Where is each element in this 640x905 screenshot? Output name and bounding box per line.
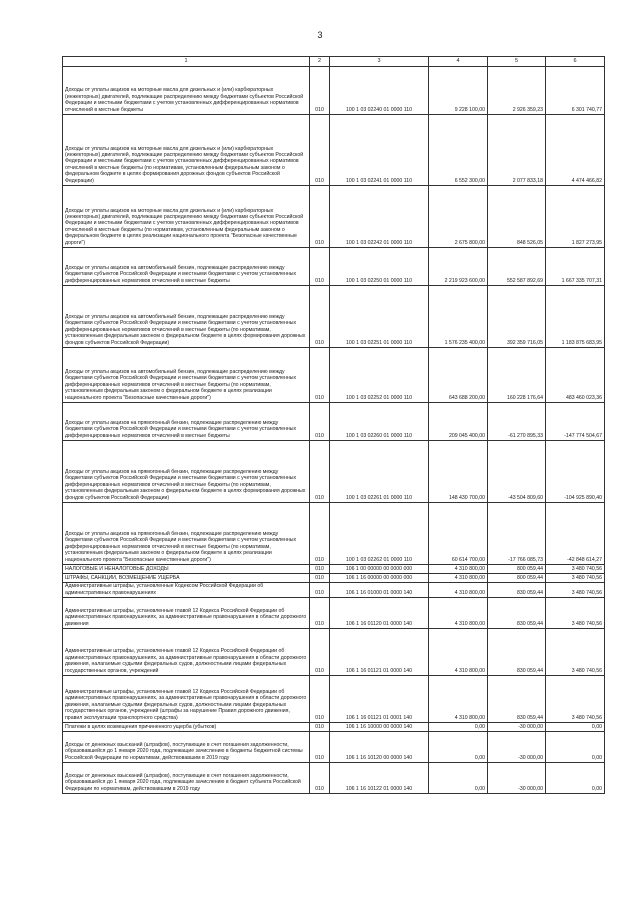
row-budget-code: 100 1 03 02242 01 0000 110 xyxy=(330,186,429,248)
row-description: Доходы от денежных взысканий (штрафов), поступающие в счет погашения задолженности, образовавшейся до 1 января 2020 года, подлежащие зачислению в бюджет субъекта Российской Федерации по нормативам, действовавшим в 2019 году xyxy=(63,763,310,794)
row-value-remaining: 3 480 740,56 xyxy=(546,676,605,723)
row-value-remaining: -104 925 890,40 xyxy=(546,441,605,503)
row-value-approved: 148 430 700,00 xyxy=(429,441,488,503)
row-value-executed: 830 059,44 xyxy=(488,598,546,629)
row-value-remaining: 0,00 xyxy=(546,723,605,732)
row-description: Платежи в целях возмещения причиненного ущерба (убытков) xyxy=(63,723,310,732)
row-value-executed: 392 359 716,05 xyxy=(488,286,546,348)
row-value-approved: 4 310 800,00 xyxy=(429,565,488,574)
table-row xyxy=(63,67,605,115)
row-value-remaining: 3 480 740,56 xyxy=(546,574,605,583)
table-row xyxy=(63,403,605,441)
row-description: Административные штрафы, установленные главой 12 Кодекса Российской Федерации об административных правонарушениях, за административные правонарушения в области дорожного движения, налагаемые судьями федеральных судов, должностными лицами федеральных государственных органов, учреждений (штрафы за нарушение Правил дорожного движения, правил эксплуатации транспортного средства) xyxy=(63,676,310,723)
row-value-approved: 6 552 300,00 xyxy=(429,115,488,186)
row-value-approved: 0,00 xyxy=(429,723,488,732)
row-description: Доходы от уплаты акцизов на автомобильный бензин, подлежащие распределению между бюджетами субъектов Российской Федерации и местными бюджетами с учетом установленных дифференцированных нормативов отчислений в местные бюджеты (по нормативам, установленным федеральным законом о федеральном бюджете в целях реализации национального проекта "Безопасные качественные дороги") xyxy=(63,348,310,403)
row-budget-code: 100 1 03 02240 01 0000 110 xyxy=(330,67,429,115)
column-header: 1 xyxy=(63,57,310,67)
row-budget-code: 100 1 03 02260 01 0000 110 xyxy=(330,403,429,441)
column-header: 4 xyxy=(429,57,488,67)
row-description: Административные штрафы, установленные Кодексом Российской Федерации об административных правонарушениях xyxy=(63,583,310,598)
row-budget-code: 106 1 16 01121 01 0001 140 xyxy=(330,676,429,723)
table-row xyxy=(63,503,605,565)
row-code: 010 xyxy=(310,583,330,598)
row-value-approved: 643 688 200,00 xyxy=(429,348,488,403)
row-value-executed: -30 000,00 xyxy=(488,763,546,794)
row-value-approved: 209 045 400,00 xyxy=(429,403,488,441)
row-value-executed: 848 526,05 xyxy=(488,186,546,248)
row-code: 010 xyxy=(310,115,330,186)
row-budget-code: 106 1 16 10120 00 0000 140 xyxy=(330,732,429,763)
table-row xyxy=(63,629,605,676)
row-value-executed: 830 059,44 xyxy=(488,629,546,676)
row-budget-code: 106 1 16 01121 01 0000 140 xyxy=(330,629,429,676)
row-value-approved: 0,00 xyxy=(429,732,488,763)
row-code: 010 xyxy=(310,67,330,115)
row-value-executed: 800 059,44 xyxy=(488,565,546,574)
row-value-executed: -43 504 809,60 xyxy=(488,441,546,503)
row-value-remaining: -147 774 504,67 xyxy=(546,403,605,441)
row-code: 010 xyxy=(310,676,330,723)
table-row xyxy=(63,186,605,248)
row-budget-code: 100 1 03 02251 01 0000 110 xyxy=(330,286,429,348)
row-description: Доходы от уплаты акцизов на прямогонный бензин, подлежащие распределению между бюджетами субъектов Российской Федерации и местными бюджетами с учетом установленных дифференцированных нормативов отчислений в местные бюджеты (по нормативам, установленным федеральным законом о федеральном бюджете в целях формирования дорожных фондов субъектов Российской Федерации) xyxy=(63,441,310,503)
row-value-executed: -30 000,00 xyxy=(488,723,546,732)
table-row xyxy=(63,583,605,598)
row-value-approved: 2 675 800,00 xyxy=(429,186,488,248)
row-value-executed: 552 587 892,69 xyxy=(488,248,546,286)
row-value-approved: 4 310 800,00 xyxy=(429,629,488,676)
row-budget-code: 100 1 03 02262 01 0000 110 xyxy=(330,503,429,565)
column-header: 5 xyxy=(488,57,546,67)
row-value-approved: 9 228 100,00 xyxy=(429,67,488,115)
row-value-executed: -17 766 085,73 xyxy=(488,503,546,565)
row-description: Доходы от уплаты акцизов на автомобильный бензин, подлежащие распределению между бюджетами субъектов Российской Федерации и местными бюджетами с учетом установленных дифференцированных нормативов отчислений в местные бюджеты (по нормативам, установленным федеральным законом о федеральном бюджете в целях формирования дорожных фондов субъектов Российской Федерации) xyxy=(63,286,310,348)
row-description: Доходы от денежных взысканий (штрафов), поступающие в счет погашения задолженности, образовавшейся до 1 января 2020 года, подлежащие зачислению в бюджеты бюджетной системы Российской Федерации по нормативам, действовавшим в 2019 году xyxy=(63,732,310,763)
row-value-remaining: 1 827 273,95 xyxy=(546,186,605,248)
row-value-remaining: 3 480 740,56 xyxy=(546,565,605,574)
row-value-remaining: 4 474 466,82 xyxy=(546,115,605,186)
row-code: 010 xyxy=(310,574,330,583)
row-code: 010 xyxy=(310,248,330,286)
row-budget-code: 100 1 03 02241 01 0000 110 xyxy=(330,115,429,186)
table-row xyxy=(63,723,605,732)
table-row xyxy=(63,574,605,583)
row-budget-code: 106 1 16 01120 01 0000 140 xyxy=(330,598,429,629)
row-budget-code: 100 1 03 02252 01 0000 110 xyxy=(330,348,429,403)
row-code: 010 xyxy=(310,565,330,574)
row-value-approved: 4 310 800,00 xyxy=(429,598,488,629)
table-row xyxy=(63,676,605,723)
row-value-remaining: 1 667 335 707,31 xyxy=(546,248,605,286)
row-value-remaining: 6 301 740,77 xyxy=(546,67,605,115)
row-code: 010 xyxy=(310,403,330,441)
row-budget-code: 106 1 16 01000 01 0000 140 xyxy=(330,583,429,598)
row-code: 010 xyxy=(310,763,330,794)
row-value-approved: 4 310 800,00 xyxy=(429,583,488,598)
row-description: Доходы от уплаты акцизов на моторные масла для дизельных и (или) карбюраторных (инжекторных) двигателей, подлежащие распределению между бюджетами субъектов Российской Федерации и местными бюджетами с учетом установленных дифференцированных нормативов отчислений в местные бюджеты (по нормативам, установленным федеральным законом о федеральном бюджете в целях формирования дорожных фондов субъектов Российской Федерации) xyxy=(63,115,310,186)
row-description: Доходы от уплаты акцизов на моторные масла для дизельных и (или) карбюраторных (инжекторных) двигателей, подлежащие распределению между бюджетами субъектов Российской Федерации и местными бюджетами с учетом установленных дифференцированных нормативов отчислений в местные бюджеты xyxy=(63,67,310,115)
table-row xyxy=(63,286,605,348)
row-code: 010 xyxy=(310,598,330,629)
row-value-approved: 4 310 800,00 xyxy=(429,676,488,723)
table-header-row xyxy=(63,57,605,67)
row-value-approved: 0,00 xyxy=(429,763,488,794)
row-code: 010 xyxy=(310,286,330,348)
row-description: Доходы от уплаты акцизов на прямогонный бензин, подлежащие распределению между бюджетами субъектов Российской Федерации и местными бюджетами с учетом установленных дифференцированных нормативов отчислений в местные бюджеты (по нормативам, установленным федеральным законом о федеральном бюджете в целях реализации национального проекта "Безопасные качественные дороги") xyxy=(63,503,310,565)
row-value-executed: -61 270 895,33 xyxy=(488,403,546,441)
column-header: 3 xyxy=(330,57,429,67)
row-budget-code: 100 1 03 02250 01 0000 110 xyxy=(330,248,429,286)
row-value-approved: 1 576 235 400,00 xyxy=(429,286,488,348)
row-value-executed: 2 077 833,18 xyxy=(488,115,546,186)
row-value-executed: 800 059,44 xyxy=(488,574,546,583)
row-budget-code: 106 1 16 10000 00 0000 140 xyxy=(330,723,429,732)
row-value-remaining: 3 480 740,56 xyxy=(546,598,605,629)
row-description: Административные штрафы, установленные главой 12 Кодекса Российской Федерации об административных правонарушениях, за административные правонарушения в области дорожного движения, налагаемые судьями федеральных судов, должностными лицами федеральных государственных органов, учреждений xyxy=(63,629,310,676)
row-value-remaining: 3 480 740,56 xyxy=(546,583,605,598)
column-header: 6 xyxy=(546,57,605,67)
row-budget-code: 100 1 03 02261 01 0000 110 xyxy=(330,441,429,503)
table-row xyxy=(63,248,605,286)
row-value-remaining: 1 183 875 683,95 xyxy=(546,286,605,348)
row-value-remaining: 3 480 740,56 xyxy=(546,629,605,676)
row-value-remaining: -42 848 614,27 xyxy=(546,503,605,565)
row-code: 010 xyxy=(310,629,330,676)
row-code: 010 xyxy=(310,186,330,248)
row-value-remaining: 0,00 xyxy=(546,732,605,763)
row-description: ШТРАФЫ, САНКЦИИ, ВОЗМЕЩЕНИЕ УЩЕРБА xyxy=(63,574,310,583)
row-value-executed: 830 059,44 xyxy=(488,583,546,598)
row-value-executed: 160 228 176,64 xyxy=(488,348,546,403)
row-value-approved: 4 310 800,00 xyxy=(429,574,488,583)
table-row xyxy=(63,348,605,403)
column-header: 2 xyxy=(310,57,330,67)
row-value-executed: 830 059,44 xyxy=(488,676,546,723)
row-budget-code: 106 1 16 00000 00 0000 000 xyxy=(330,574,429,583)
row-value-remaining: 0,00 xyxy=(546,763,605,794)
row-code: 010 xyxy=(310,348,330,403)
table-row xyxy=(63,763,605,794)
row-budget-code: 106 1 16 10122 01 0000 140 xyxy=(330,763,429,794)
row-value-executed: 2 926 359,23 xyxy=(488,67,546,115)
row-value-approved: 2 219 923 600,00 xyxy=(429,248,488,286)
row-description: НАЛОГОВЫЕ И НЕНАЛОГОВЫЕ ДОХОДЫ xyxy=(63,565,310,574)
table-row xyxy=(63,732,605,763)
table-row xyxy=(63,441,605,503)
row-description: Доходы от уплаты акцизов на прямогонный бензин, подлежащие распределению между бюджетами субъектов Российской Федерации и местными бюджетами с учетом установленных дифференцированных нормативов отчислений в местные бюджеты xyxy=(63,403,310,441)
row-code: 010 xyxy=(310,503,330,565)
table-row xyxy=(63,115,605,186)
table-row xyxy=(63,598,605,629)
page-number: 3 xyxy=(317,30,323,40)
row-value-remaining: 483 460 023,36 xyxy=(546,348,605,403)
row-description: Доходы от уплаты акцизов на автомобильный бензин, подлежащие распределению между бюджетами субъектов Российской Федерации и местными бюджетами с учетом установленных дифференцированных нормативов отчислений в местные бюджеты xyxy=(63,248,310,286)
row-code: 010 xyxy=(310,723,330,732)
row-description: Доходы от уплаты акцизов на моторные масла для дизельных и (или) карбюраторных (инжекторных) двигателей, подлежащие распределению между бюджетами субъектов Российской Федерации и местными бюджетами с учетом установленных дифференцированных нормативов отчислений в местные бюджеты (по нормативам, установленным федеральным законом о федеральном бюджете в целях реализации национального проекта "Безопасные качественные дороги") xyxy=(63,186,310,248)
table-row xyxy=(63,565,605,574)
row-value-executed: -30 000,00 xyxy=(488,732,546,763)
row-code: 010 xyxy=(310,732,330,763)
row-code: 010 xyxy=(310,441,330,503)
report-table xyxy=(62,56,605,794)
row-description: Административные штрафы, установленные главой 12 Кодекса Российской Федерации об административных правонарушениях, за административные правонарушения в области дорожного движения xyxy=(63,598,310,629)
row-value-approved: 60 614 700,00 xyxy=(429,503,488,565)
row-budget-code: 106 1 00 00000 00 0000 000 xyxy=(330,565,429,574)
